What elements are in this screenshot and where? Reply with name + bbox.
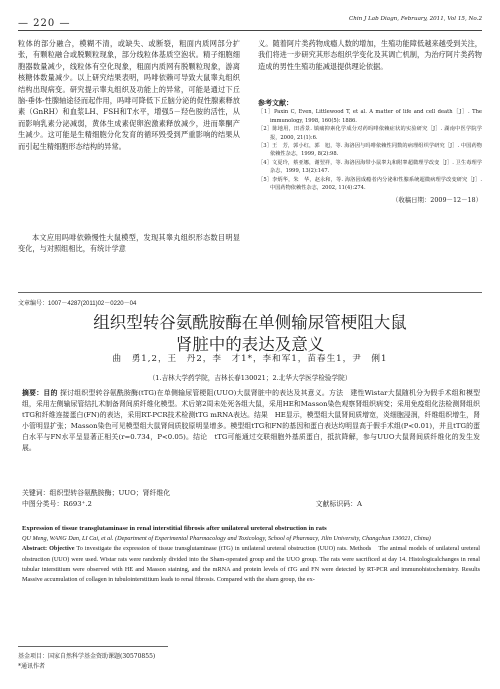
abstract-text: 探讨组织型转谷氨酰胺酶(tTG)在单侧输尿管梗阻(UUO)大鼠肾脏中的表达及其意义。方法 建性Wistar大鼠随机分为假手术组和模型组，采用左侧输尿管结扎术制备肾间质纤维化模型。术后第2周未处死各组大鼠，采用HE和Masson染色观察肾组织病变；采用免疫组化法检测肾组织tTG和纤维连接蛋白(FN)的表达，采用RT-PCR技术检测tTG mRNA表达。结果 HE显示，模型组大鼠肾间质增宽，炎细胞浸润，纤维组织增生，肾小管明显扩张；Masson染色可见模型组大鼠肾间质胶原明显增多。模型组tTG和FN的基因和蛋白表达均明显高于假手术组(P<0.01)，并且tTG的蛋白水平与FN水平呈显著正相关(r=0.734，P<0.05)。结论 tTG可能通过交联细胞外基质蛋白，抵抗降解，参与UUO大鼠肾间质纤维化的发生发展。 — [22, 389, 480, 453]
right-paragraph: 义。随着阿片类药物成瘾人数的增加，生殖功能障低越来越受到关注，我们将进一步研究其形态组织学变化及其调亡机制，为治疗阿片类药物造成的男性生殖功能减退提供理论依据。 — [258, 39, 482, 71]
page-number: — 220 — — [18, 18, 71, 29]
left-paragraph-1: 粒体的部分融合，模糊不清，或缺失、或断裂，粗面内质网部分扩张，有颗粒融合或脱颗粒现象，部分线粒体基质空泡状。精子细胞细胞器数量减少，线粒体有空化现象，粗面内质网有脱颗粒现象，游离核糖体数量减少。以上研究结果表明，吗啡依赖可导致大鼠睾丸组织结构出现病变。研究提示睾丸组织及功能上的异常，可能是通过下丘脑-垂体-性腺轴途径而起作用，吗啡可降低下丘脑分泌的促性腺素释放素（GnRH）和血浆LH、FSH和T水平，增强5－羟色胺的活性，从而影响乳素分泌减弱，黄体生成素促卵泡激素释放减少，进而睾酮产生减少。这可能是生精细胞分化发育的循环毁受到严重影响的结果从而引起生精细胞形态结构的异常。 — [18, 39, 240, 151]
funding-note: 基金项目：国家自然科学基金资助课题(30570855) — [18, 653, 156, 660]
clc-number: 中图分类号：R693⁺.2 — [22, 500, 92, 509]
abstract-label: 摘要：目的 — [22, 389, 58, 397]
english-authors: QU Meng, WANG Dan, LI Cai, et al. (Department of Experimental Pharmacology and Toxicology, School of Pharmacy, Jilin University, Changchun 130021, China) — [22, 535, 431, 543]
journal-citation: Chin J Lab Diagn, February, 2011, Vol 15, No.2 — [349, 16, 482, 22]
references-list — [258, 108, 482, 192]
reference-item: ［2］陈地用，田香景. 镇痛抑素化学成分对药吗啡依赖症状的实验研究［J］. 湖南中医学院学报，2000, 21(1):6. — [258, 126, 482, 141]
classification-row — [22, 499, 362, 510]
left-column — [18, 38, 240, 266]
received-date: （收稿日期：2009－12－18） — [391, 196, 482, 205]
english-abstract-label: Abstract: Objective — [22, 545, 75, 553]
abstract-en — [22, 524, 487, 606]
footnotes — [18, 652, 155, 672]
english-abstract-text: To investigate the expression of tissue transglutaminase (tTG) in unilateral ureteral obstruction (UUO) rats. Methods The animal models of unilateral ureteral obstruction (UUO) were used. Wistar rats were randomly divided into the Sham-operated group and the UUO group. The rats were sacrificed at day 14. Histologicalchanges in renal tubular interstitium were observed with HE and Masson staining, and the mRNA and protein levels of tTG and FN were detected by RT-PCR and immunohistochemistry. Results Massive accumulation of collagen in tubulointerstitium leads to renal fibrosis. Compared with the sham group, the ex- — [22, 545, 487, 584]
affiliation: （1.吉林大学药学院，吉林长春130021；2.北华大学医学检验学院） — [148, 374, 352, 382]
right-column — [258, 38, 482, 207]
section-rule — [18, 292, 482, 293]
keywords: 关键词：组织型转谷氨酰胺酶；UUO；肾纤维化 — [22, 489, 171, 497]
header-rule — [18, 30, 482, 31]
title-line: 组织型转谷氨酰胺酶在单侧输尿管梗阻大鼠 — [93, 313, 407, 332]
reference-item: ［3］王 芳，郭小红，郭 旭，等. 海洛因与吗啡依赖性同数的病理组织学研究［J］. 中国药物依赖性杂志，1999, 8(2):98. — [258, 143, 482, 158]
left-paragraph-2: 本文应用吗啡依赖慢性大鼠模型，发现其睾丸组织形态数目明显变化，与对照组相比，有统计学意 — [18, 233, 240, 254]
article-title — [20, 312, 480, 356]
reference-item: ［1］Paxin C, Even, Littlewood T, et al. A matter of life and cell death［J］. The immunology, 1998, 160(5): 1886. — [258, 109, 482, 124]
abstract-cn — [22, 388, 480, 510]
document-code: 文献标识码：A — [315, 500, 362, 509]
title-line: 肾脏中的表达及意义 — [175, 335, 325, 354]
author-list: 曲 勇1,2，王 丹2，李 才1*，李和军1，苗春生1，尹 俐1 — [112, 354, 388, 364]
article-id: 文章编号：1007－4287(2011)02－0220－04 — [18, 301, 137, 307]
footnote-rule — [18, 646, 168, 647]
corresponding-author-note: *通讯作者 — [18, 663, 46, 670]
reference-item: ［5］李炳华，朱 华，赵永和，等. 海洛因成瘾者内分泌和性腺系统超微病理学改变研究［J］. 中国药物依赖性杂志，2002, 11(4):274. — [258, 176, 482, 192]
references-heading: 参考文献： — [258, 98, 293, 107]
english-title: Expression of tissue transglutaminase in renal interstitial fibrosis after unilateral ureteral obstruction in rats — [22, 525, 327, 532]
reference-item: ［4］文夏玲，蔡亚娜，谢翌祥，等. 海洛因海带小鼠睾丸和附睾超微理学改变［J］. 卫生毒理学杂志，1999, 13(2):147. — [258, 159, 482, 175]
